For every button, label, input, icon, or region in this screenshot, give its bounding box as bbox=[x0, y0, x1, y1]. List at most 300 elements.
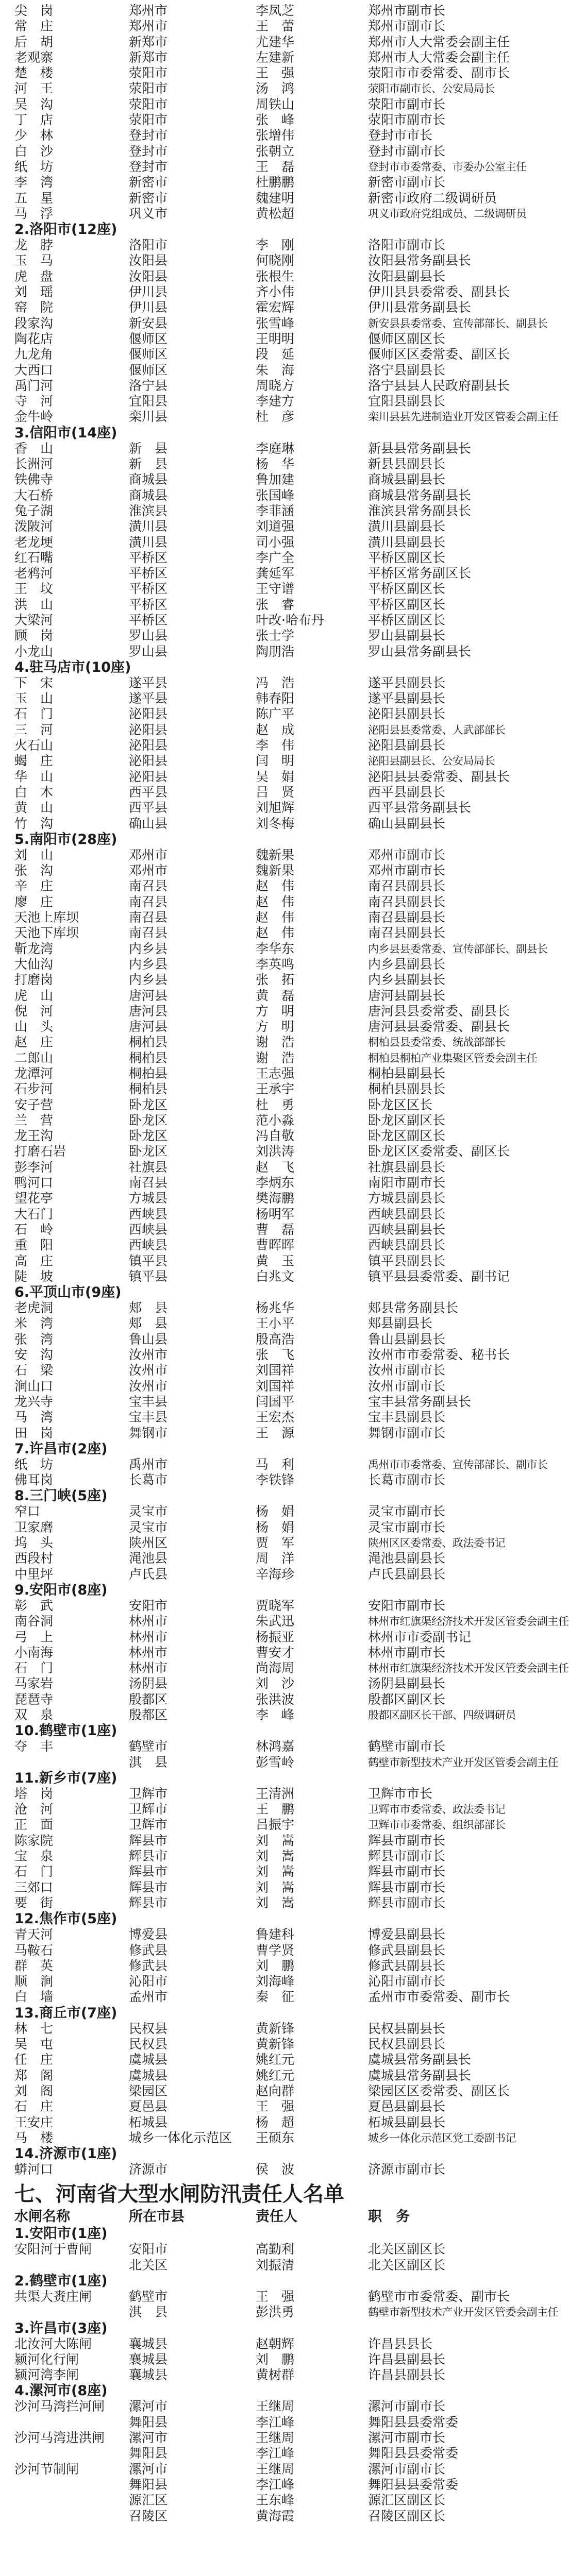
table-row bbox=[7, 597, 508, 613]
location-cell: 宝丰县 bbox=[129, 1394, 168, 1409]
section-header bbox=[7, 1582, 508, 1598]
position-cell: 偃师区区委常委、副区长 bbox=[368, 347, 510, 362]
section-header bbox=[7, 2383, 508, 2399]
section-title: 11.新乡市(7座) bbox=[14, 1770, 118, 1786]
location-cell: 夏邑县 bbox=[129, 2099, 168, 2114]
table-row bbox=[7, 378, 508, 394]
name-cell: 老鸦河 bbox=[14, 566, 54, 581]
position-cell: 遂平县副县长 bbox=[368, 691, 446, 706]
name-cell: 刘 山 bbox=[14, 847, 54, 862]
table-row bbox=[7, 1300, 508, 1316]
table-row bbox=[7, 1332, 508, 1347]
table-row bbox=[7, 2336, 508, 2352]
section-title: 7.许昌市(2座) bbox=[14, 1440, 108, 1457]
position-cell: 西峡县副县长 bbox=[368, 1206, 446, 1222]
position-cell: 宜阳县副县长 bbox=[368, 394, 446, 409]
person-cell: 李凤芝 bbox=[256, 3, 295, 18]
position-cell: 伊川县常务副县长 bbox=[368, 300, 472, 315]
person-cell: 张 飞 bbox=[256, 1347, 295, 1363]
location-cell: 辉县市 bbox=[129, 1833, 168, 1848]
name-cell: 大西口 bbox=[14, 362, 54, 378]
position-cell: 镇平县副县长 bbox=[368, 1253, 446, 1268]
position-cell: 城乡一体化示范区党工委副书记 bbox=[368, 2131, 516, 2144]
position-cell: 伊川县县委常委、副县长 bbox=[368, 284, 510, 300]
name-cell: 塔 岗 bbox=[14, 1786, 54, 1801]
location-cell: 西峡县 bbox=[129, 1222, 168, 1237]
name-cell: 涧山口 bbox=[14, 1378, 54, 1394]
name-cell: 石 岭 bbox=[14, 1222, 54, 1237]
name-cell: 廖 庄 bbox=[14, 894, 54, 909]
person-cell: 黄 玉 bbox=[256, 1253, 295, 1268]
location-cell: 辉县市 bbox=[129, 1849, 168, 1864]
location-cell: 平桥区 bbox=[129, 550, 168, 565]
table-row bbox=[7, 1050, 537, 1066]
position-cell: 汝州市市委常委、秘书长 bbox=[368, 1347, 510, 1363]
person-cell: 高勤利 bbox=[256, 2242, 295, 2257]
location-cell: 平桥区 bbox=[129, 566, 168, 581]
person-cell: 陶朋浩 bbox=[256, 643, 295, 659]
position-cell: 登封市副市长 bbox=[368, 143, 446, 159]
name-cell: 大梁河 bbox=[14, 612, 54, 628]
position-cell: 辉县市副市长 bbox=[368, 1849, 446, 1864]
person-cell: 张雪峰 bbox=[256, 315, 295, 331]
position-cell: 鹤壁市新型技术产业开发区管委会副主任 bbox=[368, 2306, 558, 2319]
position-cell: 汝州市副市长 bbox=[368, 1363, 446, 1378]
table-row bbox=[7, 816, 508, 832]
name-cell: 小龙山 bbox=[14, 643, 54, 659]
table-row bbox=[7, 785, 508, 800]
name-cell: 白 沙 bbox=[14, 143, 54, 159]
table-row bbox=[7, 691, 508, 706]
person-cell: 曹安才 bbox=[256, 1645, 295, 1660]
location-cell: 西平县 bbox=[129, 800, 168, 816]
person-cell: 左建新 bbox=[256, 49, 295, 65]
person-cell: 冯 浩 bbox=[256, 675, 295, 690]
name-cell: 王安庄 bbox=[14, 2114, 54, 2130]
table-row bbox=[7, 613, 508, 628]
section-title: 4.驻马店市(10座) bbox=[14, 659, 131, 675]
location-cell: 泌阳县 bbox=[129, 738, 168, 753]
person-cell: 李英鸣 bbox=[256, 956, 295, 972]
position-cell: 鲁山县副县长 bbox=[368, 1331, 446, 1347]
position-cell: 郏县副县长 bbox=[368, 1316, 433, 1331]
table-row bbox=[7, 2037, 508, 2052]
location-cell: 辉县市 bbox=[129, 1879, 168, 1895]
name-cell: 坞 头 bbox=[14, 1535, 54, 1551]
position-cell: 内乡县副县长 bbox=[368, 956, 446, 972]
person-cell: 魏新果 bbox=[256, 863, 295, 878]
name-cell: 竹 沟 bbox=[14, 816, 54, 831]
section-header bbox=[7, 1488, 508, 1504]
location-cell: 商城县 bbox=[129, 487, 168, 503]
position-cell: 泌阳县县委常委、人武部部长 bbox=[368, 723, 506, 736]
person-cell: 黄松超 bbox=[256, 206, 295, 221]
table-row bbox=[7, 957, 508, 972]
position-cell: 新县县常务副县长 bbox=[368, 440, 472, 456]
location-cell: 郑州市 bbox=[129, 19, 168, 34]
table-row bbox=[7, 972, 508, 988]
location-cell: 襄城县 bbox=[129, 2351, 168, 2367]
person-cell: 杜 彦 bbox=[256, 409, 295, 425]
position-cell: 平桥区副区长 bbox=[368, 612, 446, 628]
table-row bbox=[7, 1551, 508, 1566]
location-cell: 舞钢市 bbox=[129, 1425, 168, 1440]
table-row bbox=[7, 1895, 508, 1911]
table-row bbox=[7, 253, 508, 268]
section-title: 9.安阳市(8座) bbox=[14, 1582, 108, 1598]
person-cell: 刘国祥 bbox=[256, 1363, 295, 1378]
location-cell: 唐河县 bbox=[129, 1003, 168, 1019]
table-row bbox=[7, 2304, 558, 2320]
position-cell: 柘城县副县长 bbox=[368, 2114, 446, 2130]
table-row bbox=[7, 1410, 508, 1425]
location-cell: 西平县 bbox=[129, 784, 168, 800]
table-row bbox=[7, 1175, 508, 1191]
name-cell: 安 沟 bbox=[14, 1347, 54, 1363]
person-cell: 刘 嵩 bbox=[256, 1864, 295, 1879]
location-cell: 泌阳县 bbox=[129, 769, 168, 784]
person-cell: 杨明军 bbox=[256, 1206, 295, 1222]
section-header bbox=[7, 2226, 508, 2242]
section-title: 12.焦作市(5座) bbox=[14, 1911, 118, 1927]
location-cell: 遂平县 bbox=[129, 675, 168, 690]
table-row bbox=[7, 50, 508, 65]
name-cell: 郑 阁 bbox=[14, 2067, 54, 2083]
name-cell: 颍河化行闸 bbox=[14, 2351, 79, 2367]
table-row bbox=[7, 1222, 508, 1238]
person-cell: 杨振亚 bbox=[256, 1629, 295, 1645]
name-cell: 白 木 bbox=[14, 784, 54, 800]
position-cell: 漯河市副市长 bbox=[368, 2399, 446, 2414]
location-cell: 修武县 bbox=[129, 1942, 168, 1958]
section-title: 6.平顶山市(9座) bbox=[14, 1284, 122, 1301]
table-row bbox=[7, 331, 508, 347]
location-cell: 卧龙区 bbox=[129, 1112, 168, 1128]
position-cell: 鹤壁市新型技术产业开发区管委会副主任 bbox=[368, 1756, 558, 1769]
table-row bbox=[7, 269, 508, 284]
table-row bbox=[7, 1598, 508, 1614]
person-cell: 闫国平 bbox=[256, 1394, 295, 1409]
section-header bbox=[7, 1723, 508, 1739]
position-cell: 郏县常务副县长 bbox=[368, 1300, 459, 1316]
location-cell: 新密市 bbox=[129, 190, 168, 206]
person-cell: 司小强 bbox=[256, 534, 295, 550]
location-cell: 汝州市 bbox=[129, 1378, 168, 1394]
table-row bbox=[7, 284, 508, 300]
location-cell: 漯河市 bbox=[129, 2399, 168, 2414]
section-title: 14.济源市(1座) bbox=[14, 2146, 118, 2162]
location-cell: 洛阳市 bbox=[129, 238, 168, 253]
person-cell: 何晓刚 bbox=[256, 253, 295, 268]
name-cell: 安子营 bbox=[14, 1097, 54, 1112]
location-cell: 社旗县 bbox=[129, 1159, 168, 1175]
location-cell: 卫辉市 bbox=[129, 1817, 168, 1833]
person-cell: 刘冬梅 bbox=[256, 816, 295, 831]
person-cell: 曹学贤 bbox=[256, 1942, 295, 1958]
location-cell: 平桥区 bbox=[129, 597, 168, 612]
person-cell: 王继周 bbox=[256, 2399, 295, 2414]
name-cell: 老虎洞 bbox=[14, 1300, 54, 1316]
position-cell: 泌阳县副县长、公安局局长 bbox=[368, 755, 495, 768]
table-row bbox=[7, 1660, 569, 1676]
section-title: 8.三门峡(5座) bbox=[14, 1488, 108, 1504]
name-cell: 倪 河 bbox=[14, 1003, 54, 1019]
location-cell: 汤阴县 bbox=[129, 1676, 168, 1691]
position-cell: 泌阳县副县长 bbox=[368, 738, 446, 753]
name-cell: 大仙沟 bbox=[14, 956, 54, 972]
position-cell: 荥阳市副市长 bbox=[368, 96, 446, 112]
location-cell: 殷都区 bbox=[129, 1707, 168, 1722]
table-row bbox=[7, 2083, 508, 2099]
position-cell: 南召县副县长 bbox=[368, 910, 446, 925]
table-row bbox=[7, 1989, 508, 2005]
person-cell: 辛海珍 bbox=[256, 1566, 295, 1582]
person-cell: 王宏杰 bbox=[256, 1410, 295, 1425]
location-cell: 鲁山县 bbox=[129, 1331, 168, 1347]
person-cell: 王守谱 bbox=[256, 581, 295, 597]
name-cell: 长洲河 bbox=[14, 456, 54, 472]
person-cell: 张士学 bbox=[256, 628, 295, 643]
person-cell: 杨 华 bbox=[256, 456, 295, 472]
location-cell: 辉县市 bbox=[129, 1895, 168, 1910]
location-cell: 泌阳县 bbox=[129, 722, 168, 737]
position-cell: 舞阳县县委常委 bbox=[368, 2446, 459, 2461]
table-row bbox=[7, 394, 508, 409]
position-cell: 洛宁县副县长 bbox=[368, 362, 446, 378]
person-cell: 刘旭辉 bbox=[256, 800, 295, 816]
table-row bbox=[7, 988, 508, 1004]
position-cell: 许昌县副县长 bbox=[368, 2367, 446, 2383]
name-cell: 沧 河 bbox=[14, 1802, 54, 1817]
location-cell: 邓州市 bbox=[129, 863, 168, 878]
name-cell: 下 宋 bbox=[14, 675, 54, 690]
person-cell: 霍宏辉 bbox=[256, 300, 295, 315]
person-cell: 刘振清 bbox=[256, 2257, 295, 2273]
name-cell: 顾 岗 bbox=[14, 628, 54, 643]
name-cell: 红石嘴 bbox=[14, 550, 54, 565]
table-row bbox=[7, 753, 508, 769]
name-cell: 琵琶寺 bbox=[14, 1691, 54, 1707]
position-cell: 渑池县副县长 bbox=[368, 1551, 446, 1566]
position-cell: 镇平县县委常委、副书记 bbox=[368, 1268, 510, 1284]
location-cell: 宝丰县 bbox=[129, 1410, 168, 1425]
person-cell: 谢 浩 bbox=[256, 1050, 295, 1065]
position-cell: 西峡县副县长 bbox=[368, 1238, 446, 1253]
table-row bbox=[7, 1833, 508, 1849]
table-row bbox=[7, 878, 508, 894]
location-cell: 遂平县 bbox=[129, 691, 168, 706]
position-cell: 修武县副县长 bbox=[368, 1958, 446, 1973]
location-cell: 登封市 bbox=[129, 128, 168, 143]
section-header bbox=[7, 1770, 508, 1786]
location-cell: 安阳市 bbox=[129, 2242, 168, 2257]
location-cell: 镇平县 bbox=[129, 1268, 168, 1284]
table-row bbox=[7, 3, 508, 19]
position-cell: 卧龙区区委常委、副区长 bbox=[368, 1144, 510, 1159]
person-cell: 刘 鹏 bbox=[256, 1958, 295, 1973]
location-cell: 汝州市 bbox=[129, 1363, 168, 1378]
position-cell: 平桥区副区长 bbox=[368, 597, 446, 612]
position-cell: 桐柏县桐柏产业集聚区管委会副主任 bbox=[368, 1052, 537, 1064]
name-cell: 金牛岭 bbox=[14, 409, 54, 425]
position-cell: 殷都区副区长干部、四级调研员 bbox=[368, 1708, 516, 1721]
table-row bbox=[7, 1958, 508, 1974]
person-cell: 谢 浩 bbox=[256, 1035, 295, 1050]
location-cell: 鹤壁市 bbox=[129, 2289, 168, 2304]
location-cell: 卫辉市 bbox=[129, 1786, 168, 1801]
table-row bbox=[7, 65, 508, 81]
position-cell: 汝州市副市长 bbox=[368, 1378, 446, 1394]
name-cell: 黄 山 bbox=[14, 800, 54, 816]
position-cell: 郑州市副市长 bbox=[368, 19, 446, 34]
position-cell: 遂平县副县长 bbox=[368, 675, 446, 690]
person-cell: 赵 飞 bbox=[256, 1159, 295, 1175]
position-cell: 南召县副县长 bbox=[368, 925, 446, 941]
person-cell: 张 睿 bbox=[256, 597, 295, 612]
location-cell: 淮滨县 bbox=[129, 503, 168, 518]
location-cell: 济源市 bbox=[129, 2162, 168, 2177]
name-cell: 后 胡 bbox=[14, 34, 54, 49]
person-cell: 杜鹏鹏 bbox=[256, 175, 295, 190]
position-cell: 潢川县副县长 bbox=[368, 519, 446, 534]
position-cell: 林州市红旗渠经济技术开发区管委会副主任 bbox=[368, 1615, 569, 1628]
position-cell: 民权县副县长 bbox=[368, 2021, 446, 2036]
table-row bbox=[7, 1754, 558, 1770]
person-cell: 王承宇 bbox=[256, 1081, 295, 1097]
location-cell: 商城县 bbox=[129, 472, 168, 487]
position-cell: 宝丰县常务副县长 bbox=[368, 1394, 472, 1409]
position-cell: 林州市副市长 bbox=[368, 1645, 446, 1660]
table-row bbox=[7, 159, 527, 175]
person-cell: 张增伟 bbox=[256, 128, 295, 143]
location-cell: 桐柏县 bbox=[129, 1050, 168, 1065]
position-cell: 沁阳市副市长 bbox=[368, 1974, 446, 1989]
column-header: 职 务 bbox=[368, 2209, 410, 2225]
location-cell: 南召县 bbox=[129, 894, 168, 909]
name-cell: 鸭河口 bbox=[14, 1175, 54, 1191]
position-cell: 社旗县副县长 bbox=[368, 1159, 446, 1175]
name-cell: 纸 坊 bbox=[14, 1456, 54, 1472]
table-row bbox=[7, 1379, 508, 1394]
position-cell: 灵宝市副市长 bbox=[368, 1504, 446, 1519]
section-header bbox=[7, 659, 508, 675]
person-cell: 彭雪岭 bbox=[256, 1754, 295, 1770]
person-cell: 吕振宇 bbox=[256, 1817, 295, 1833]
table-row bbox=[7, 347, 508, 362]
name-cell: 山 头 bbox=[14, 1019, 54, 1035]
location-cell: 修武县 bbox=[129, 1958, 168, 1973]
name-cell: 玉 马 bbox=[14, 253, 54, 268]
table-row bbox=[7, 1927, 508, 1942]
person-cell: 张朝立 bbox=[256, 143, 295, 159]
position-cell: 北关区副区长 bbox=[368, 2257, 446, 2273]
position-cell: 林州市红旗渠经济技术开发区管委会副主任 bbox=[368, 1662, 569, 1675]
person-cell: 杜 勇 bbox=[256, 1097, 295, 1112]
name-cell: 马 浮 bbox=[14, 206, 54, 221]
position-cell: 罗山县常务副县长 bbox=[368, 643, 472, 659]
name-cell: 虎 山 bbox=[14, 988, 54, 1003]
name-cell: 蟒河口 bbox=[14, 2162, 54, 2177]
person-cell: 黄海霞 bbox=[256, 2508, 295, 2523]
table-row bbox=[7, 910, 508, 925]
location-cell: 桐柏县 bbox=[129, 1081, 168, 1097]
name-cell: 常 庄 bbox=[14, 19, 54, 34]
name-cell: 少 林 bbox=[14, 128, 54, 143]
position-cell: 内乡县副县长 bbox=[368, 972, 446, 988]
table-row bbox=[7, 800, 508, 816]
table-row bbox=[7, 315, 548, 331]
name-cell: 望花亭 bbox=[14, 1191, 54, 1206]
person-cell: 李菲涵 bbox=[256, 503, 295, 518]
name-cell: 吴 屯 bbox=[14, 2037, 54, 2052]
position-cell: 平桥区常务副区长 bbox=[368, 566, 472, 581]
section-title: 13.商丘市(7座) bbox=[14, 2005, 118, 2021]
position-cell: 博爱县副县长 bbox=[368, 1927, 446, 1942]
table-row bbox=[7, 238, 508, 253]
name-cell: 田 岗 bbox=[14, 1425, 54, 1440]
position-cell: 偃师区副区长 bbox=[368, 331, 446, 346]
name-cell: 白 墙 bbox=[14, 1989, 54, 2005]
location-cell: 汝州市 bbox=[129, 1347, 168, 1363]
name-cell: 林 七 bbox=[14, 2021, 54, 2036]
person-cell: 秦 征 bbox=[256, 1989, 295, 2005]
position-cell: 漯河市副市长 bbox=[368, 2430, 446, 2446]
position-cell: 卧龙区副区长 bbox=[368, 1112, 446, 1128]
person-cell: 朱武迅 bbox=[256, 1614, 295, 1629]
location-cell: 柘城县 bbox=[129, 2114, 168, 2130]
name-cell: 禹门河 bbox=[14, 378, 54, 393]
location-cell: 潢川县 bbox=[129, 519, 168, 534]
person-cell: 李建方 bbox=[256, 394, 295, 409]
person-cell: 冯自敬 bbox=[256, 1128, 295, 1144]
position-cell: 夏邑县副县长 bbox=[368, 2099, 446, 2114]
name-cell: 沙河马湾进洪闸 bbox=[14, 2430, 105, 2446]
position-cell: 卫辉市市委常委、政法委书记 bbox=[368, 1803, 506, 1816]
name-cell: 卫家磨 bbox=[14, 1519, 54, 1535]
location-cell: 北关区 bbox=[129, 2257, 168, 2273]
table-row bbox=[7, 894, 508, 910]
location-cell: 林州市 bbox=[129, 1614, 168, 1629]
table-row bbox=[7, 1004, 508, 1019]
table-row bbox=[7, 128, 508, 143]
table-row bbox=[7, 2289, 508, 2304]
section-header bbox=[7, 2273, 508, 2289]
section-title: 5.南阳市(28座) bbox=[14, 831, 118, 848]
table-row bbox=[7, 925, 508, 941]
person-cell: 刘国祥 bbox=[256, 1378, 295, 1394]
position-cell: 宝丰县副县长 bbox=[368, 1410, 446, 1425]
location-cell: 卢氏县 bbox=[129, 1566, 168, 1582]
table-row bbox=[7, 2352, 508, 2367]
table-row bbox=[7, 1191, 508, 1206]
person-cell: 赵朝辉 bbox=[256, 2336, 295, 2351]
name-cell: 顺 涧 bbox=[14, 1974, 54, 1989]
person-cell: 王 强 bbox=[256, 2289, 295, 2304]
person-cell: 张根生 bbox=[256, 268, 295, 284]
name-cell: 南谷洞 bbox=[14, 1614, 54, 1629]
table-row bbox=[7, 409, 558, 425]
person-cell: 周 洋 bbox=[256, 1551, 295, 1566]
location-cell: 城乡一体化示范区 bbox=[129, 2130, 232, 2145]
location-cell: 舞阳县 bbox=[129, 2477, 168, 2492]
position-cell: 商城县副县长 bbox=[368, 472, 446, 487]
person-cell: 魏建明 bbox=[256, 190, 295, 206]
person-cell: 王 鹏 bbox=[256, 1802, 295, 1817]
location-cell: 襄城县 bbox=[129, 2336, 168, 2351]
table-row bbox=[7, 1739, 508, 1754]
name-cell: 石 门 bbox=[14, 1864, 54, 1879]
person-cell: 刘 鹏 bbox=[256, 2351, 295, 2367]
